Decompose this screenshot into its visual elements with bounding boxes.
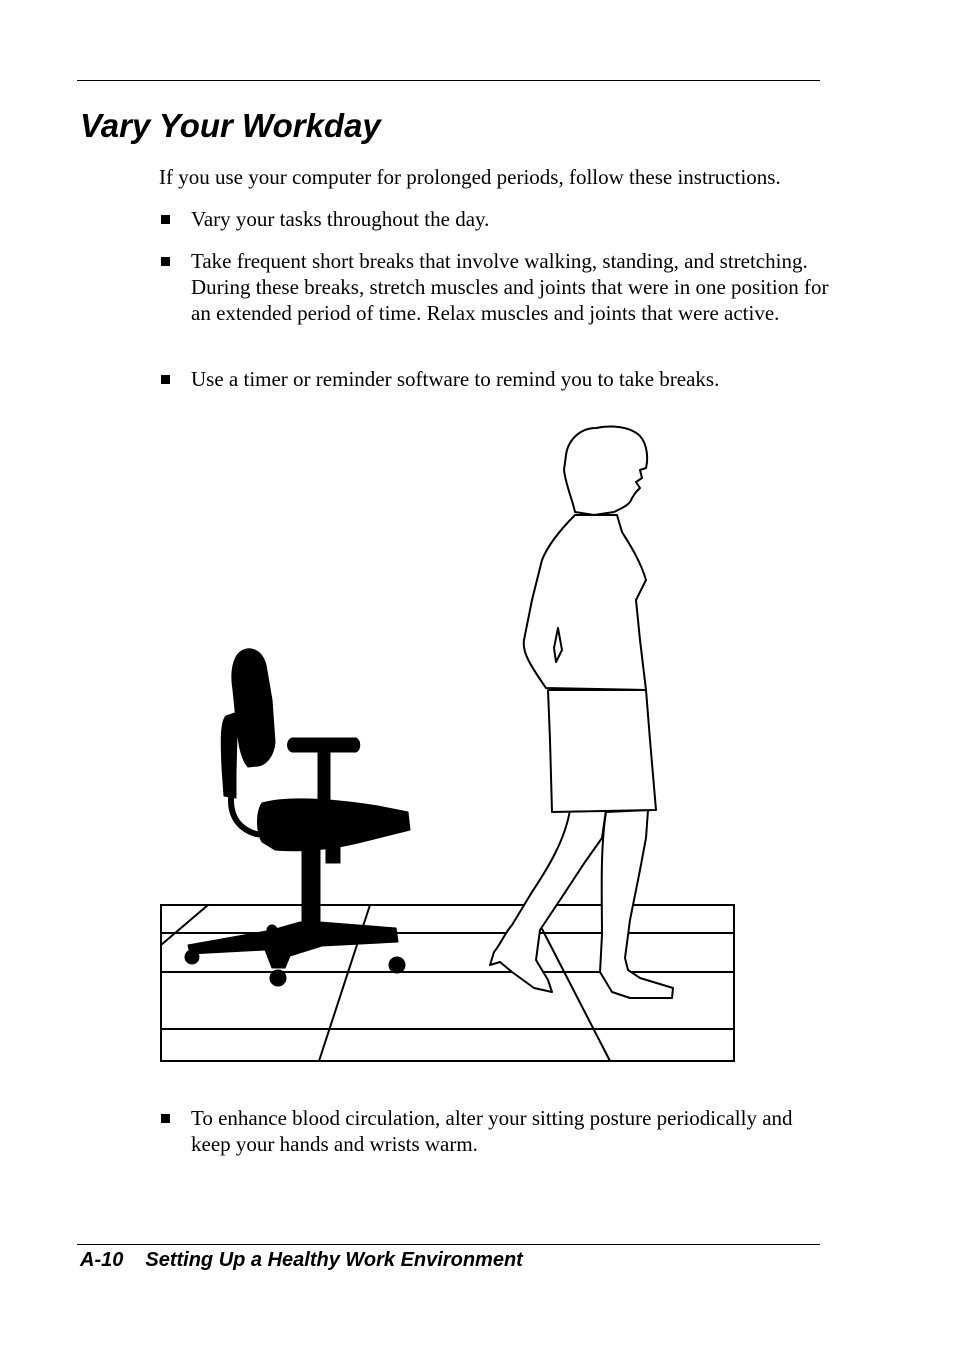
bullet-square-icon [161, 1114, 170, 1123]
bullet-item [159, 1105, 829, 1157]
bullet-item [159, 206, 829, 232]
bullet-square-icon [161, 375, 170, 384]
footer-section-title: Setting Up a Healthy Work Environment [145, 1249, 523, 1271]
bullet-square-icon [161, 257, 170, 266]
bullet-text: Vary your tasks throughout the day. [191, 207, 490, 231]
bullet-square-icon [161, 215, 170, 224]
page-footer [80, 1247, 523, 1273]
bullet-item [159, 248, 829, 326]
walking-woman-office-chair-illustration [150, 420, 750, 1080]
footer-page-number: A-10 [80, 1249, 124, 1271]
page-title: Vary Your Workday [80, 107, 381, 144]
office-chair-icon [185, 649, 410, 986]
walking-woman-icon [490, 427, 673, 998]
bullet-text: Use a timer or reminder software to remind you to take breaks. [191, 367, 720, 391]
bullet-text: To enhance blood circulation, alter your sitting posture periodically and keep your hands and wrists warm. [191, 1106, 793, 1156]
header-rule [77, 80, 820, 81]
intro-paragraph: If you use your computer for prolonged periods, follow these instructions. [159, 165, 781, 189]
bullet-item [159, 366, 829, 392]
footer-rule [77, 1244, 820, 1245]
bullet-text: Take frequent short breaks that involve walking, standing, and stretching. During these breaks, stretch muscles and joints that were in one position for an extended period of time. Relax muscles and joints that were active. [191, 249, 829, 325]
